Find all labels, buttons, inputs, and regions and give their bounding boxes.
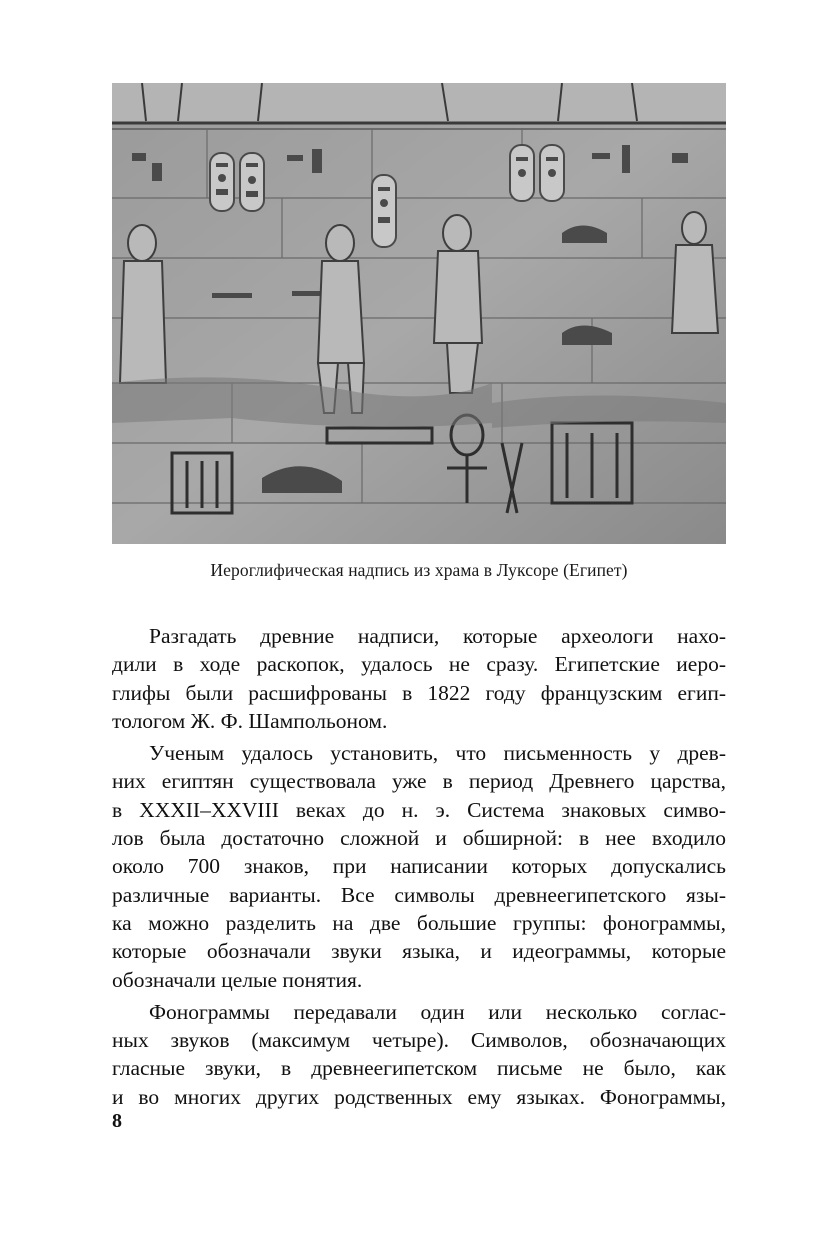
text-line: около 700 знаков, при написании которых допускались bbox=[112, 854, 726, 879]
text-line: Ученым удалось установить, что письменность у древ- bbox=[149, 741, 726, 766]
text-line: дили в ходе раскопок, удалось не сразу. Египетские иеро- bbox=[112, 652, 726, 677]
hieroglyph-relief-photo bbox=[112, 83, 726, 544]
text-line: лов была достаточно сложной и обширной: в нее входило bbox=[112, 826, 726, 851]
paragraph-3 bbox=[112, 998, 726, 1111]
text-line: ных звуков (максимум четыре). Символов, обозначающих bbox=[112, 1028, 726, 1053]
body-text bbox=[112, 622, 726, 1115]
text-line: и во многих других родственных ему языках. Фонограммы, bbox=[112, 1084, 726, 1109]
text-line: Фонограммы передавали один или несколько соглас- bbox=[149, 999, 726, 1024]
figure-caption: Иероглифическая надпись из храма в Луксоре (Египет) bbox=[210, 560, 628, 580]
text-line: в XXXII–XXVIII веках до н. э. Система знаковых симво- bbox=[112, 797, 726, 822]
text-line: Разгадать древние надписи, которые археологи нахо- bbox=[149, 624, 726, 648]
text-line: различные варианты. Все символы древнеегипетского язы- bbox=[112, 882, 726, 907]
page-number: 8 bbox=[112, 1110, 122, 1132]
text-line: ка можно разделить на две большие группы: фонограммы, bbox=[112, 910, 726, 935]
text-line: которые обозначали звуки языка, и идеограммы, которые bbox=[112, 939, 726, 964]
text-line: обозначали целые понятия. bbox=[112, 967, 363, 992]
text-line: гласные звуки, в древнеегипетском письме не было, как bbox=[112, 1056, 726, 1081]
paragraph-2 bbox=[112, 739, 726, 994]
text-line: глифы были расшифрованы в 1822 году французским егип- bbox=[112, 680, 726, 705]
text-line: тологом Ж. Ф. Шампольоном. bbox=[112, 708, 388, 733]
paragraph-1 bbox=[112, 622, 726, 735]
text-line: них египтян существовала уже в период Древнего царства, bbox=[112, 769, 726, 794]
